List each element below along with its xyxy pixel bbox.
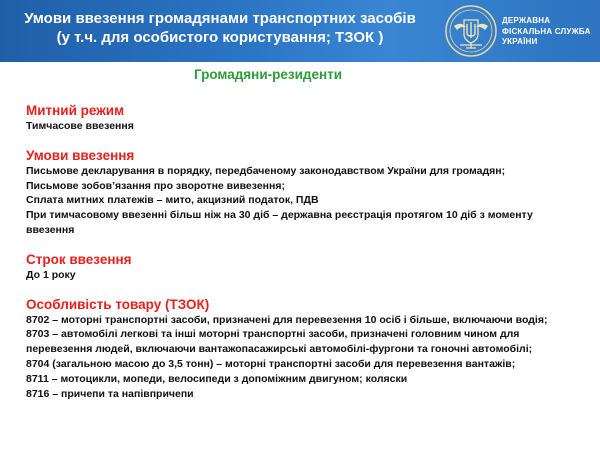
text-line: Тимчасове ввезення (26, 120, 134, 132)
section-import-term (26, 252, 591, 283)
text-line: 8716 – причепи та напівпричепи (26, 387, 194, 400)
agency-name-line-2: ФІСКАЛЬНА СЛУЖБА (502, 26, 591, 36)
text-line: ввезення (26, 223, 75, 236)
text-line: Сплата митних платежів – мито, акцизний податок, ПДВ (26, 194, 319, 207)
text-line: перевезення людей, включаючи вантажопасажирські автомобілі-фургони та гоночні автомобілі; (26, 343, 533, 356)
page-title-line-2: (у т.ч. для особистого користування; ТЗОК ) (56, 29, 384, 46)
text-line: Письмове декларування в порядку, передбаченому законодавством України для громадян; (26, 164, 506, 177)
text-line: До 1 року (26, 268, 76, 281)
section-title: Митний режим (26, 103, 125, 118)
agency-name (502, 16, 598, 48)
page-title-line-1: Умови ввезення громадянами транспортних засобів (24, 10, 416, 27)
section-title: Строк ввезення (26, 251, 132, 267)
text-line: 8711 – мотоцикли, мопеди, велосипеди з допоміжним двигуном; коляски (26, 372, 408, 385)
header-banner (0, 0, 600, 62)
page-title (0, 9, 440, 47)
text-line: При тимчасовому ввезенні більш ніж на 30 діб – державна реєстрація протягом 10 діб з моменту (26, 209, 533, 222)
content-body (26, 103, 591, 401)
subtitle: Громадяни-резиденти (193, 67, 343, 82)
text-line: Письмове зобов’язання про зворотне вивезення; (26, 179, 285, 192)
agency-name-line-1: ДЕРЖАВНА (502, 16, 551, 25)
section-import-conditions (26, 148, 591, 238)
agency-name-line-3: УКРАЇНИ (502, 37, 538, 46)
section-title: Умови ввезення (26, 147, 135, 163)
section-customs-regime (26, 103, 591, 134)
tryzub-emblem-icon (444, 4, 498, 58)
section-goods-features (26, 297, 591, 402)
text-line: 8703 – автомобілі легкові та інші моторні транспортні засоби, призначені головним чином для (26, 328, 520, 341)
text-line: 8704 (загальною масою до 3,5 тонн) – моторні транспортні засоби для перевезення вантажів; (26, 357, 516, 370)
text-line: 8702 – моторні транспортні засоби, призначені для перевезення 10 осіб і більше, включаючи водія; (26, 313, 548, 326)
section-title: Особливість товару (ТЗОК) (26, 296, 210, 312)
